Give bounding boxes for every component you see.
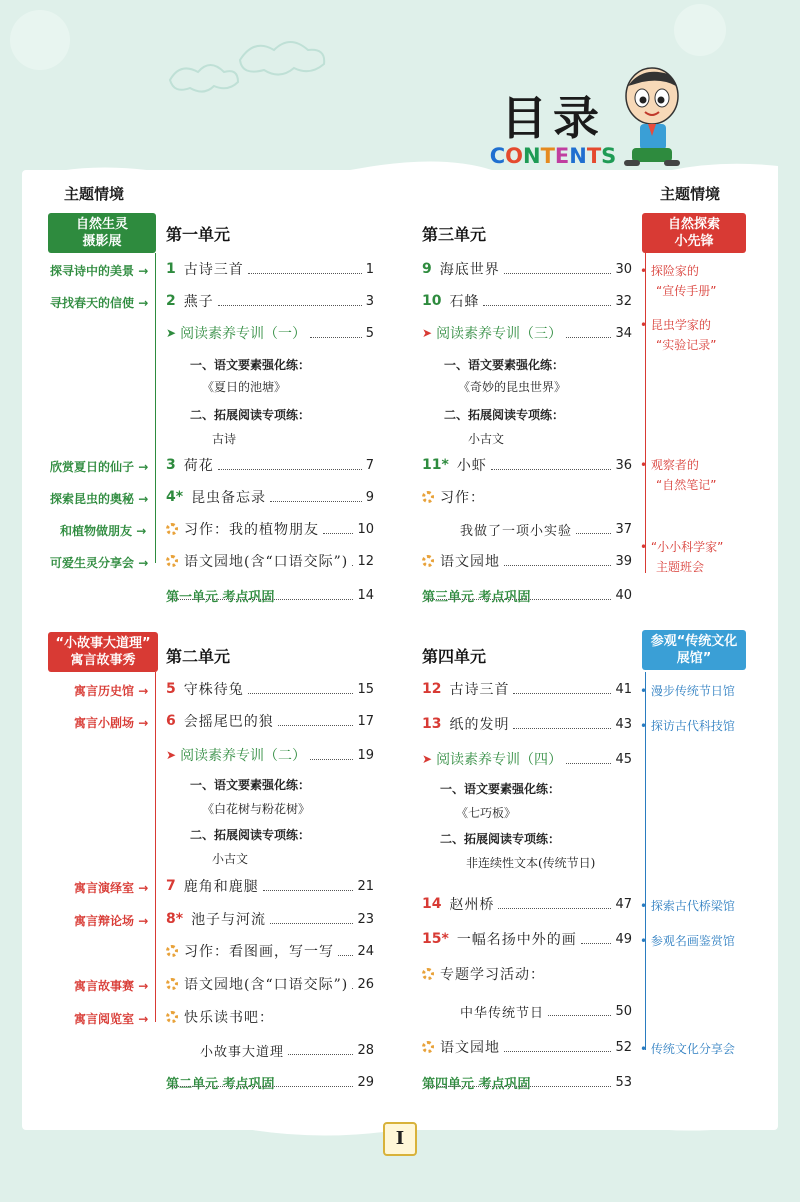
subsection-heading: 一、语文要素强化练： <box>440 782 561 796</box>
toc-entry-review4[interactable]: 第四单元 考点巩固 53 <box>422 1074 632 1092</box>
toc-entry-lesson3[interactable]: 3 荷花 7 <box>166 457 374 474</box>
theme-label: “宣传手册” <box>656 284 717 298</box>
subsection-item: 小古文 <box>212 852 249 866</box>
theme-label: • 传统文化分享会 <box>640 1042 735 1056</box>
gear-icon <box>166 555 178 567</box>
toc-entry-lesson9[interactable]: 9 海底世界 30 <box>422 261 632 278</box>
connector-line <box>155 253 156 563</box>
theme-heading-left: 主题情境 <box>64 185 125 203</box>
theme-label: 探寻诗中的美景 → <box>50 264 149 278</box>
subsection-heading: 二、拓展阅读专项练： <box>444 408 565 422</box>
toc-entry-lesson14[interactable]: 14 赵州桥 47 <box>422 896 632 913</box>
page-number: I <box>383 1122 417 1156</box>
subsection-heading: 二、拓展阅读专项练： <box>440 832 561 846</box>
subsection-heading: 二、拓展阅读专项练： <box>190 828 311 842</box>
connector-line <box>155 672 156 1022</box>
gear-icon <box>166 945 178 957</box>
toc-entry-lesson12[interactable]: 12 古诗三首 41 <box>422 681 632 698</box>
theme-label: 寓言阅览室 → <box>74 1012 149 1026</box>
gear-icon <box>422 555 434 567</box>
subsection-item: 古诗 <box>212 432 237 446</box>
subsection-item: 小古文 <box>468 432 505 446</box>
theme-label: • 探险家的 <box>640 264 699 278</box>
gear-icon <box>166 523 178 535</box>
toc-entry-training4[interactable]: ➤ 阅读素养专训（四） 45 <box>422 751 632 768</box>
theme-label: “实验记录” <box>656 338 717 352</box>
theme-label: • 昆虫学家的 <box>640 318 711 332</box>
gear-icon <box>166 978 178 990</box>
theme-label: 寓言故事赛 → <box>74 979 149 993</box>
theme-label: 寻找春天的信使 → <box>50 296 149 310</box>
toc-entry-review1[interactable]: 第一单元 考点巩固 14 <box>166 587 374 605</box>
toc-entry-happy-reading-sub[interactable]: 小故事大道理 28 <box>200 1042 374 1060</box>
gear-icon <box>422 491 434 503</box>
chevron-right-icon: ➤ <box>166 748 177 762</box>
theme-label: 探索昆虫的奥秘 → <box>50 492 149 506</box>
page-title: 目录 <box>501 91 605 145</box>
toc-entry-lesson4[interactable]: 4* 昆虫备忘录 9 <box>166 489 374 506</box>
theme-label: • 漫步传统节日馆 <box>640 684 735 698</box>
chevron-right-icon: ➤ <box>422 326 433 340</box>
subsection-heading: 二、拓展阅读专项练： <box>190 408 311 422</box>
chevron-right-icon: ➤ <box>166 326 177 340</box>
toc-entry-garden1[interactable]: 语文园地(含“口语交际”) 12 <box>166 550 374 572</box>
toc-entry-writing1[interactable]: 习作：我的植物朋友 10 <box>166 518 374 540</box>
unit4-title: 第四单元 <box>422 647 487 666</box>
toc-entry-special-activity[interactable]: 专题学习活动： <box>422 963 632 985</box>
theme-label: 欣赏夏日的仙子 → <box>50 460 149 474</box>
theme-heading-right: 主题情境 <box>660 185 721 203</box>
toc-entry-lesson10[interactable]: 10 石蜂 32 <box>422 293 632 310</box>
gear-icon <box>422 968 434 980</box>
toc-entry-lesson5[interactable]: 5 守株待兔 15 <box>166 681 374 698</box>
toc-entry-special-activity-sub[interactable]: 中华传统节日 50 <box>460 1003 632 1021</box>
badge-unit2-theme: “小故事大道理” 寓言故事秀 <box>48 632 158 672</box>
gear-icon <box>422 1041 434 1053</box>
badge-unit1-theme: 自然生灵 摄影展 <box>48 213 156 253</box>
unit2-title: 第二单元 <box>166 647 231 666</box>
toc-entry-garden4[interactable]: 语文园地 52 <box>422 1036 632 1058</box>
subsection-item: 《七巧板》 <box>456 806 517 820</box>
theme-label: 和植物做朋友 → <box>60 524 147 538</box>
toc-entry-writing2[interactable]: 习作：看图画，写一写 24 <box>166 940 374 962</box>
unit3-title: 第三单元 <box>422 225 487 244</box>
subsection-item: 《白花树与粉花树》 <box>202 802 311 816</box>
subsection-item: 非连续性文本(传统节日) <box>466 856 596 870</box>
toc-entry-lesson2[interactable]: 2 燕子 3 <box>166 293 374 310</box>
toc-entry-lesson7[interactable]: 7 鹿角和鹿腿 21 <box>166 878 374 895</box>
toc-entry-garden3[interactable]: 语文园地 39 <box>422 550 632 572</box>
theme-label: 寓言演绎室 → <box>74 881 149 895</box>
toc-entry-happy-reading[interactable]: 快乐读书吧： <box>166 1006 374 1028</box>
gear-icon <box>166 1011 178 1023</box>
title-block <box>478 82 628 168</box>
theme-label: • 探访古代科技馆 <box>640 719 735 733</box>
theme-label: 寓言历史馆 → <box>74 684 149 698</box>
connector-line <box>645 253 646 573</box>
toc-entry-writing3[interactable]: 习作： <box>422 486 632 508</box>
toc-entry-lesson13[interactable]: 13 纸的发明 43 <box>422 716 632 733</box>
theme-label: 寓言辩论场 → <box>74 914 149 928</box>
theme-label: “自然笔记” <box>656 478 717 492</box>
subsection-heading: 一、语文要素强化练： <box>190 358 311 372</box>
toc-entry-review3[interactable]: 第三单元 考点巩固 40 <box>422 587 632 605</box>
theme-label: • 探索古代桥梁馆 <box>640 899 735 913</box>
unit1-title: 第一单元 <box>166 225 231 244</box>
theme-label: • 参观名画鉴赏馆 <box>640 934 735 948</box>
toc-entry-lesson15[interactable]: 15* 一幅名扬中外的画 49 <box>422 931 632 948</box>
chevron-right-icon: ➤ <box>422 752 433 766</box>
toc-entry-lesson6[interactable]: 6 会摇尾巴的狼 17 <box>166 713 374 730</box>
toc-entry-garden2[interactable]: 语文园地(含“口语交际”) 26 <box>166 973 374 995</box>
page-subtitle: CONTENTS <box>489 144 617 168</box>
toc-entry-writing3-sub[interactable]: 我做了一项小实验 37 <box>460 521 632 539</box>
theme-label: 寓言小剧场 → <box>74 716 149 730</box>
badge-unit4-theme: 参观“传统文化 展馆” <box>642 630 746 670</box>
theme-label: • “小小科学家” <box>640 540 724 554</box>
subsection-heading: 一、语文要素强化练： <box>190 778 311 792</box>
toc-entry-training2[interactable]: ➤ 阅读素养专训（二） 19 <box>166 747 374 764</box>
theme-label: 可爱生灵分享会 → <box>50 556 149 570</box>
badge-unit3-theme: 自然探索 小先锋 <box>642 213 746 253</box>
theme-label: 主题班会 <box>656 560 705 574</box>
subsection-heading: 一、语文要素强化练： <box>444 358 565 372</box>
toc-entry-review2[interactable]: 第二单元 考点巩固 29 <box>166 1074 374 1092</box>
toc-entry-lesson8[interactable]: 8* 池子与河流 23 <box>166 911 374 928</box>
toc-entry-lesson1[interactable]: 1 古诗三首 1 <box>166 261 374 278</box>
mascot-illustration <box>612 62 692 172</box>
subsection-item: 《奇妙的昆虫世界》 <box>458 380 567 394</box>
toc-entry-training1[interactable]: ➤ 阅读素养专训（一） 5 <box>166 325 374 342</box>
subsection-item: 《夏日的池塘》 <box>202 380 287 394</box>
toc-entry-training3[interactable]: ➤ 阅读素养专训（三） 34 <box>422 325 632 342</box>
theme-label: • 观察者的 <box>640 458 699 472</box>
toc-entry-lesson11[interactable]: 11* 小虾 36 <box>422 457 632 474</box>
